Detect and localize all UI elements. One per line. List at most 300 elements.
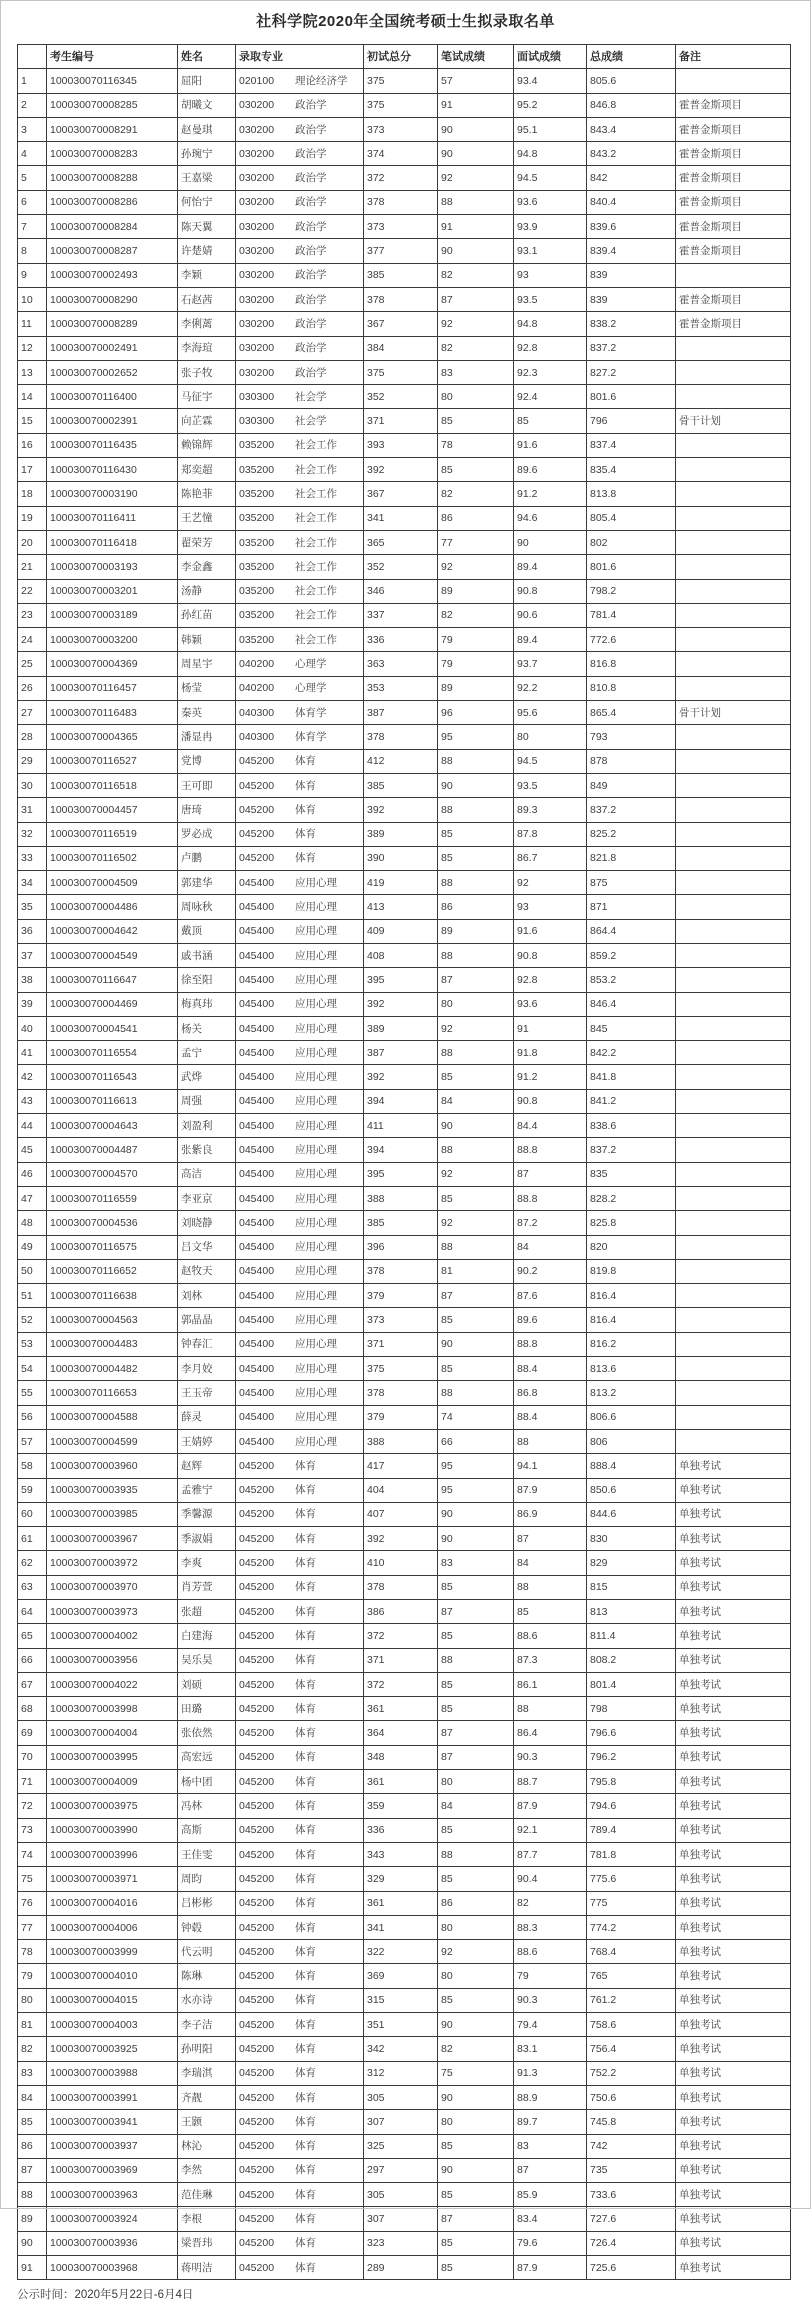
major-code: 045400 xyxy=(239,876,275,889)
cell-initial-score: 392 xyxy=(364,798,438,822)
cell-name: 李然 xyxy=(178,2158,236,2182)
cell-initial-score: 367 xyxy=(364,482,438,506)
cell-major xyxy=(236,1624,364,1648)
cell-major xyxy=(236,1114,364,1138)
table-row xyxy=(18,2110,791,2134)
cell-candidate-id: 100030070003967 xyxy=(47,1527,178,1551)
cell-remark: 单独考试 xyxy=(676,2207,791,2231)
cell-name: 石赵茜 xyxy=(178,287,236,311)
cell-major xyxy=(236,773,364,797)
cell-total-score: 840.4 xyxy=(587,190,676,214)
cell-candidate-id: 100030070003201 xyxy=(47,579,178,603)
cell-name: 林沁 xyxy=(178,2134,236,2158)
cell-total-score: 727.6 xyxy=(587,2207,676,2231)
cell-written-score: 92 xyxy=(438,166,514,190)
major-name: 体育 xyxy=(295,1800,316,1813)
table-row xyxy=(18,1259,791,1283)
table-row xyxy=(18,2085,791,2109)
cell-written-score: 90 xyxy=(438,2013,514,2037)
cell-initial-score: 412 xyxy=(364,749,438,773)
cell-major xyxy=(236,409,364,433)
table-row xyxy=(18,263,791,287)
cell-rank: 7 xyxy=(18,215,47,239)
table-row xyxy=(18,1818,791,1842)
header-candidate-id: 考生编号 xyxy=(47,45,178,69)
cell-name: 郑奕超 xyxy=(178,458,236,482)
cell-candidate-id: 100030070116575 xyxy=(47,1235,178,1259)
cell-initial-score: 392 xyxy=(364,1527,438,1551)
cell-major xyxy=(236,1770,364,1794)
major-name: 社会学 xyxy=(295,390,327,403)
cell-candidate-id: 100030070116559 xyxy=(47,1186,178,1210)
cell-rank: 27 xyxy=(18,701,47,725)
cell-interview-score: 93.1 xyxy=(514,239,587,263)
cell-written-score: 90 xyxy=(438,2085,514,2109)
cell-total-score: 844.6 xyxy=(587,1502,676,1526)
cell-remark xyxy=(676,1332,791,1356)
cell-major xyxy=(236,1259,364,1283)
cell-initial-score: 392 xyxy=(364,1065,438,1089)
cell-major xyxy=(236,1405,364,1429)
major-name: 体育 xyxy=(295,1921,316,1934)
cell-total-score: 733.6 xyxy=(587,2183,676,2207)
cell-rank: 81 xyxy=(18,2013,47,2037)
cell-written-score: 78 xyxy=(438,433,514,457)
major-code: 045200 xyxy=(239,1654,275,1667)
cell-total-score: 871 xyxy=(587,895,676,919)
cell-interview-score: 86.4 xyxy=(514,1721,587,1745)
cell-name: 戚书涵 xyxy=(178,943,236,967)
cell-remark xyxy=(676,263,791,287)
cell-initial-score: 361 xyxy=(364,1891,438,1915)
major-name: 体育 xyxy=(295,2237,316,2250)
cell-interview-score: 91.6 xyxy=(514,919,587,943)
cell-total-score: 841.8 xyxy=(587,1065,676,1089)
cell-rank: 60 xyxy=(18,1502,47,1526)
major-name: 政治学 xyxy=(295,123,327,136)
cell-written-score: 85 xyxy=(438,1186,514,1210)
cell-interview-score: 89.7 xyxy=(514,2110,587,2134)
cell-initial-score: 374 xyxy=(364,142,438,166)
cell-total-score: 789.4 xyxy=(587,1818,676,1842)
cell-candidate-id: 100030070004487 xyxy=(47,1138,178,1162)
cell-interview-score: 85 xyxy=(514,409,587,433)
header-remark: 备注 xyxy=(676,45,791,69)
cell-initial-score: 384 xyxy=(364,336,438,360)
cell-candidate-id: 100030070004642 xyxy=(47,919,178,943)
cell-candidate-id: 100030070003975 xyxy=(47,1794,178,1818)
cell-interview-score: 90.8 xyxy=(514,579,587,603)
cell-major xyxy=(236,652,364,676)
cell-remark: 骨干计划 xyxy=(676,409,791,433)
cell-initial-score: 364 xyxy=(364,1721,438,1745)
major-code: 045400 xyxy=(239,1435,275,1448)
major-name: 体育 xyxy=(295,1581,316,1594)
cell-name: 代云明 xyxy=(178,1940,236,1964)
cell-total-score: 843.4 xyxy=(587,117,676,141)
table-row xyxy=(18,1697,791,1721)
major-name: 应用心理 xyxy=(295,1241,337,1254)
cell-initial-score: 387 xyxy=(364,701,438,725)
cell-candidate-id: 100030070003935 xyxy=(47,1478,178,1502)
header-major: 录取专业 xyxy=(236,45,364,69)
cell-initial-score: 373 xyxy=(364,1308,438,1332)
cell-name: 王佳雯 xyxy=(178,1842,236,1866)
cell-candidate-id: 100030070004004 xyxy=(47,1721,178,1745)
cell-written-score: 85 xyxy=(438,1818,514,1842)
cell-remark xyxy=(676,822,791,846)
cell-initial-score: 378 xyxy=(364,1575,438,1599)
table-row xyxy=(18,1041,791,1065)
cell-major xyxy=(236,482,364,506)
cell-rank: 12 xyxy=(18,336,47,360)
cell-candidate-id: 100030070116435 xyxy=(47,433,178,457)
cell-name: 陈琳 xyxy=(178,1964,236,1988)
table-row xyxy=(18,1502,791,1526)
cell-remark: 单独考试 xyxy=(676,2158,791,2182)
cell-interview-score: 87 xyxy=(514,2158,587,2182)
cell-interview-score: 89.4 xyxy=(514,555,587,579)
cell-initial-score: 322 xyxy=(364,1940,438,1964)
cell-initial-score: 363 xyxy=(364,652,438,676)
cell-rank: 49 xyxy=(18,1235,47,1259)
major-name: 社会工作 xyxy=(295,463,337,476)
cell-written-score: 88 xyxy=(438,1381,514,1405)
cell-major xyxy=(236,1600,364,1624)
cell-written-score: 74 xyxy=(438,1405,514,1429)
major-name: 体育 xyxy=(295,1484,316,1497)
cell-major xyxy=(236,798,364,822)
cell-major xyxy=(236,506,364,530)
cell-name: 王颢 xyxy=(178,2110,236,2134)
cell-initial-score: 307 xyxy=(364,2110,438,2134)
cell-major xyxy=(236,1891,364,1915)
cell-initial-score: 341 xyxy=(364,506,438,530)
cell-rank: 39 xyxy=(18,992,47,1016)
cell-written-score: 80 xyxy=(438,1915,514,1939)
cell-interview-score: 94.8 xyxy=(514,142,587,166)
cell-major xyxy=(236,239,364,263)
major-code: 045200 xyxy=(239,1484,275,1497)
cell-major xyxy=(236,2183,364,2207)
cell-rank: 59 xyxy=(18,1478,47,1502)
cell-written-score: 85 xyxy=(438,1575,514,1599)
table-body xyxy=(18,69,791,2280)
cell-remark: 单独考试 xyxy=(676,1915,791,1939)
cell-interview-score: 93.5 xyxy=(514,287,587,311)
cell-interview-score: 89.6 xyxy=(514,458,587,482)
table-row xyxy=(18,1624,791,1648)
table-row xyxy=(18,943,791,967)
cell-initial-score: 385 xyxy=(364,263,438,287)
major-name: 体育 xyxy=(295,2091,316,2104)
cell-candidate-id: 100030070004643 xyxy=(47,1114,178,1138)
major-name: 体育 xyxy=(295,2067,316,2080)
cell-interview-score: 92.4 xyxy=(514,385,587,409)
cell-written-score: 92 xyxy=(438,312,514,336)
cell-major xyxy=(236,992,364,1016)
cell-rank: 70 xyxy=(18,1745,47,1769)
cell-initial-score: 351 xyxy=(364,2013,438,2037)
table-row xyxy=(18,822,791,846)
cell-candidate-id: 100030070003970 xyxy=(47,1575,178,1599)
major-code: 045400 xyxy=(239,1095,275,1108)
cell-interview-score: 93.6 xyxy=(514,992,587,1016)
cell-written-score: 85 xyxy=(438,2231,514,2255)
cell-rank: 4 xyxy=(18,142,47,166)
page-title: 社科学院2020年全国统考硕士生拟录取名单 xyxy=(256,13,555,30)
cell-interview-score: 84 xyxy=(514,1235,587,1259)
cell-initial-score: 388 xyxy=(364,1429,438,1453)
major-name: 体育 xyxy=(295,755,316,768)
cell-remark xyxy=(676,1162,791,1186)
cell-interview-score: 84 xyxy=(514,1551,587,1575)
major-code: 045200 xyxy=(239,1532,275,1545)
cell-candidate-id: 100030070003973 xyxy=(47,1600,178,1624)
cell-interview-score: 91.2 xyxy=(514,482,587,506)
header-initial-score: 初试总分 xyxy=(364,45,438,69)
cell-initial-score: 372 xyxy=(364,1624,438,1648)
cell-candidate-id: 100030070003925 xyxy=(47,2037,178,2061)
cell-major xyxy=(236,1551,364,1575)
cell-rank: 47 xyxy=(18,1186,47,1210)
cell-rank: 73 xyxy=(18,1818,47,1842)
major-code: 045400 xyxy=(239,1192,275,1205)
cell-major xyxy=(236,943,364,967)
cell-interview-score: 82 xyxy=(514,1891,587,1915)
cell-written-score: 88 xyxy=(438,190,514,214)
cell-name: 罗必成 xyxy=(178,822,236,846)
cell-major xyxy=(236,1357,364,1381)
cell-rank: 19 xyxy=(18,506,47,530)
cell-interview-score: 79 xyxy=(514,1964,587,1988)
cell-interview-score: 85 xyxy=(514,1600,587,1624)
cell-total-score: 850.6 xyxy=(587,1478,676,1502)
cell-candidate-id: 100030070004457 xyxy=(47,798,178,822)
cell-remark: 单独考试 xyxy=(676,2134,791,2158)
table-row xyxy=(18,919,791,943)
cell-remark: 单独考试 xyxy=(676,1891,791,1915)
cell-written-score: 83 xyxy=(438,1551,514,1575)
cell-remark xyxy=(676,336,791,360)
major-name: 体育 xyxy=(295,1727,316,1740)
major-name: 应用心理 xyxy=(295,1265,337,1278)
major-name: 政治学 xyxy=(295,366,327,379)
cell-name: 张超 xyxy=(178,1600,236,1624)
table-row xyxy=(18,312,791,336)
cell-written-score: 88 xyxy=(438,1842,514,1866)
cell-written-score: 90 xyxy=(438,773,514,797)
cell-initial-score: 337 xyxy=(364,603,438,627)
table-row xyxy=(18,506,791,530)
cell-remark: 霍普金斯项目 xyxy=(676,239,791,263)
major-code: 045400 xyxy=(239,1241,275,1254)
cell-total-score: 735 xyxy=(587,2158,676,2182)
table-row xyxy=(18,1186,791,1210)
major-code: 030200 xyxy=(239,123,275,136)
cell-total-score: 837.2 xyxy=(587,336,676,360)
major-code: 045200 xyxy=(239,2164,275,2177)
major-name: 体育 xyxy=(295,1848,316,1861)
cell-interview-score: 92.8 xyxy=(514,968,587,992)
cell-major xyxy=(236,1527,364,1551)
cell-major xyxy=(236,2110,364,2134)
cell-written-score: 85 xyxy=(438,846,514,870)
cell-candidate-id: 100030070008290 xyxy=(47,287,178,311)
cell-name: 蒋明洁 xyxy=(178,2256,236,2280)
cell-name: 李瑞淇 xyxy=(178,2061,236,2085)
major-code: 035200 xyxy=(239,439,275,452)
cell-initial-score: 394 xyxy=(364,1089,438,1113)
cell-candidate-id: 100030070004541 xyxy=(47,1016,178,1040)
cell-initial-score: 359 xyxy=(364,1794,438,1818)
cell-rank: 67 xyxy=(18,1672,47,1696)
table-row xyxy=(18,1138,791,1162)
cell-candidate-id: 100030070008287 xyxy=(47,239,178,263)
cell-written-score: 85 xyxy=(438,2134,514,2158)
cell-remark xyxy=(676,773,791,797)
cell-rank: 21 xyxy=(18,555,47,579)
table-row xyxy=(18,1065,791,1089)
major-code: 030200 xyxy=(239,293,275,306)
cell-major xyxy=(236,2256,364,2280)
cell-rank: 42 xyxy=(18,1065,47,1089)
cell-name: 钟毂 xyxy=(178,1915,236,1939)
cell-interview-score: 85.9 xyxy=(514,2183,587,2207)
cell-rank: 24 xyxy=(18,628,47,652)
major-code: 030200 xyxy=(239,172,275,185)
table-row xyxy=(18,458,791,482)
table-row xyxy=(18,1915,791,1939)
major-name: 社会工作 xyxy=(295,536,337,549)
cell-written-score: 88 xyxy=(438,798,514,822)
major-name: 体育 xyxy=(295,1897,316,1910)
cell-major xyxy=(236,166,364,190)
table-row xyxy=(18,1794,791,1818)
major-name: 体育 xyxy=(295,1994,316,2007)
major-name: 体育 xyxy=(295,1775,316,1788)
major-code: 045200 xyxy=(239,1629,275,1642)
major-code: 045400 xyxy=(239,1216,275,1229)
cell-candidate-id: 100030070003990 xyxy=(47,1818,178,1842)
cell-total-score: 839.6 xyxy=(587,215,676,239)
cell-major xyxy=(236,701,364,725)
cell-remark: 单独考试 xyxy=(676,2037,791,2061)
cell-remark: 霍普金斯项目 xyxy=(676,190,791,214)
table-row xyxy=(18,701,791,725)
cell-remark: 单独考试 xyxy=(676,1842,791,1866)
cell-major xyxy=(236,1672,364,1696)
cell-rank: 76 xyxy=(18,1891,47,1915)
cell-candidate-id: 100030070004536 xyxy=(47,1211,178,1235)
cell-major xyxy=(236,1988,364,2012)
cell-interview-score: 94.6 xyxy=(514,506,587,530)
cell-total-score: 750.6 xyxy=(587,2085,676,2109)
major-code: 045200 xyxy=(239,1508,275,1521)
publish-period-note: 公示时间：2020年5月22日-6月4日 xyxy=(17,2289,194,2302)
major-code: 045200 xyxy=(239,1848,275,1861)
cell-initial-score: 375 xyxy=(364,69,438,93)
cell-interview-score: 83 xyxy=(514,2134,587,2158)
cell-name: 钟春汇 xyxy=(178,1332,236,1356)
cell-interview-score: 90.3 xyxy=(514,1988,587,2012)
table-row xyxy=(18,992,791,1016)
cell-name: 水亦诗 xyxy=(178,1988,236,2012)
cell-initial-score: 352 xyxy=(364,555,438,579)
cell-rank: 11 xyxy=(18,312,47,336)
cell-name: 刘硕 xyxy=(178,1672,236,1696)
table-row xyxy=(18,385,791,409)
cell-initial-score: 390 xyxy=(364,846,438,870)
major-code: 045200 xyxy=(239,1994,275,2007)
cell-candidate-id: 100030070004563 xyxy=(47,1308,178,1332)
major-code: 045200 xyxy=(239,1897,275,1910)
table-row xyxy=(18,1162,791,1186)
cell-name: 汤静 xyxy=(178,579,236,603)
cell-remark xyxy=(676,725,791,749)
cell-name: 王嘉梁 xyxy=(178,166,236,190)
cell-interview-score: 91.2 xyxy=(514,1065,587,1089)
cell-initial-score: 369 xyxy=(364,1964,438,1988)
cell-name: 卢鹏 xyxy=(178,846,236,870)
major-name: 体育 xyxy=(295,1557,316,1570)
cell-name: 刘晓静 xyxy=(178,1211,236,1235)
cell-interview-score: 91.8 xyxy=(514,1041,587,1065)
major-code: 045400 xyxy=(239,973,275,986)
cell-rank: 58 xyxy=(18,1454,47,1478)
cell-written-score: 92 xyxy=(438,1016,514,1040)
major-code: 030200 xyxy=(239,245,275,258)
cell-interview-score: 86.7 xyxy=(514,846,587,870)
cell-major xyxy=(236,458,364,482)
cell-name: 孙明阳 xyxy=(178,2037,236,2061)
cell-major xyxy=(236,433,364,457)
major-code: 045200 xyxy=(239,1970,275,1983)
cell-candidate-id: 100030070003956 xyxy=(47,1648,178,1672)
table-row xyxy=(18,1745,791,1769)
major-name: 体育 xyxy=(295,803,316,816)
cell-major xyxy=(236,2134,364,2158)
cell-candidate-id: 100030070003968 xyxy=(47,2256,178,2280)
cell-total-score: 756.4 xyxy=(587,2037,676,2061)
major-name: 应用心理 xyxy=(295,998,337,1011)
major-code: 045400 xyxy=(239,1168,275,1181)
cell-name: 周强 xyxy=(178,1089,236,1113)
cell-major xyxy=(236,1429,364,1453)
cell-total-score: 842.2 xyxy=(587,1041,676,1065)
cell-interview-score: 88.8 xyxy=(514,1186,587,1210)
cell-major xyxy=(236,1138,364,1162)
table-row xyxy=(18,2037,791,2061)
cell-remark xyxy=(676,1138,791,1162)
cell-remark xyxy=(676,846,791,870)
major-name: 体育 xyxy=(295,828,316,841)
header-name: 姓名 xyxy=(178,45,236,69)
cell-name: 赖锦辉 xyxy=(178,433,236,457)
major-code: 045200 xyxy=(239,1605,275,1618)
cell-remark xyxy=(676,943,791,967)
cell-total-score: 805.4 xyxy=(587,506,676,530)
cell-remark xyxy=(676,798,791,822)
cell-written-score: 80 xyxy=(438,385,514,409)
cell-interview-score: 83.4 xyxy=(514,2207,587,2231)
cell-written-score: 80 xyxy=(438,992,514,1016)
cell-initial-score: 305 xyxy=(364,2183,438,2207)
cell-candidate-id: 100030070116418 xyxy=(47,530,178,554)
cell-name: 刘盈利 xyxy=(178,1114,236,1138)
major-code: 045400 xyxy=(239,1386,275,1399)
cell-major xyxy=(236,2037,364,2061)
